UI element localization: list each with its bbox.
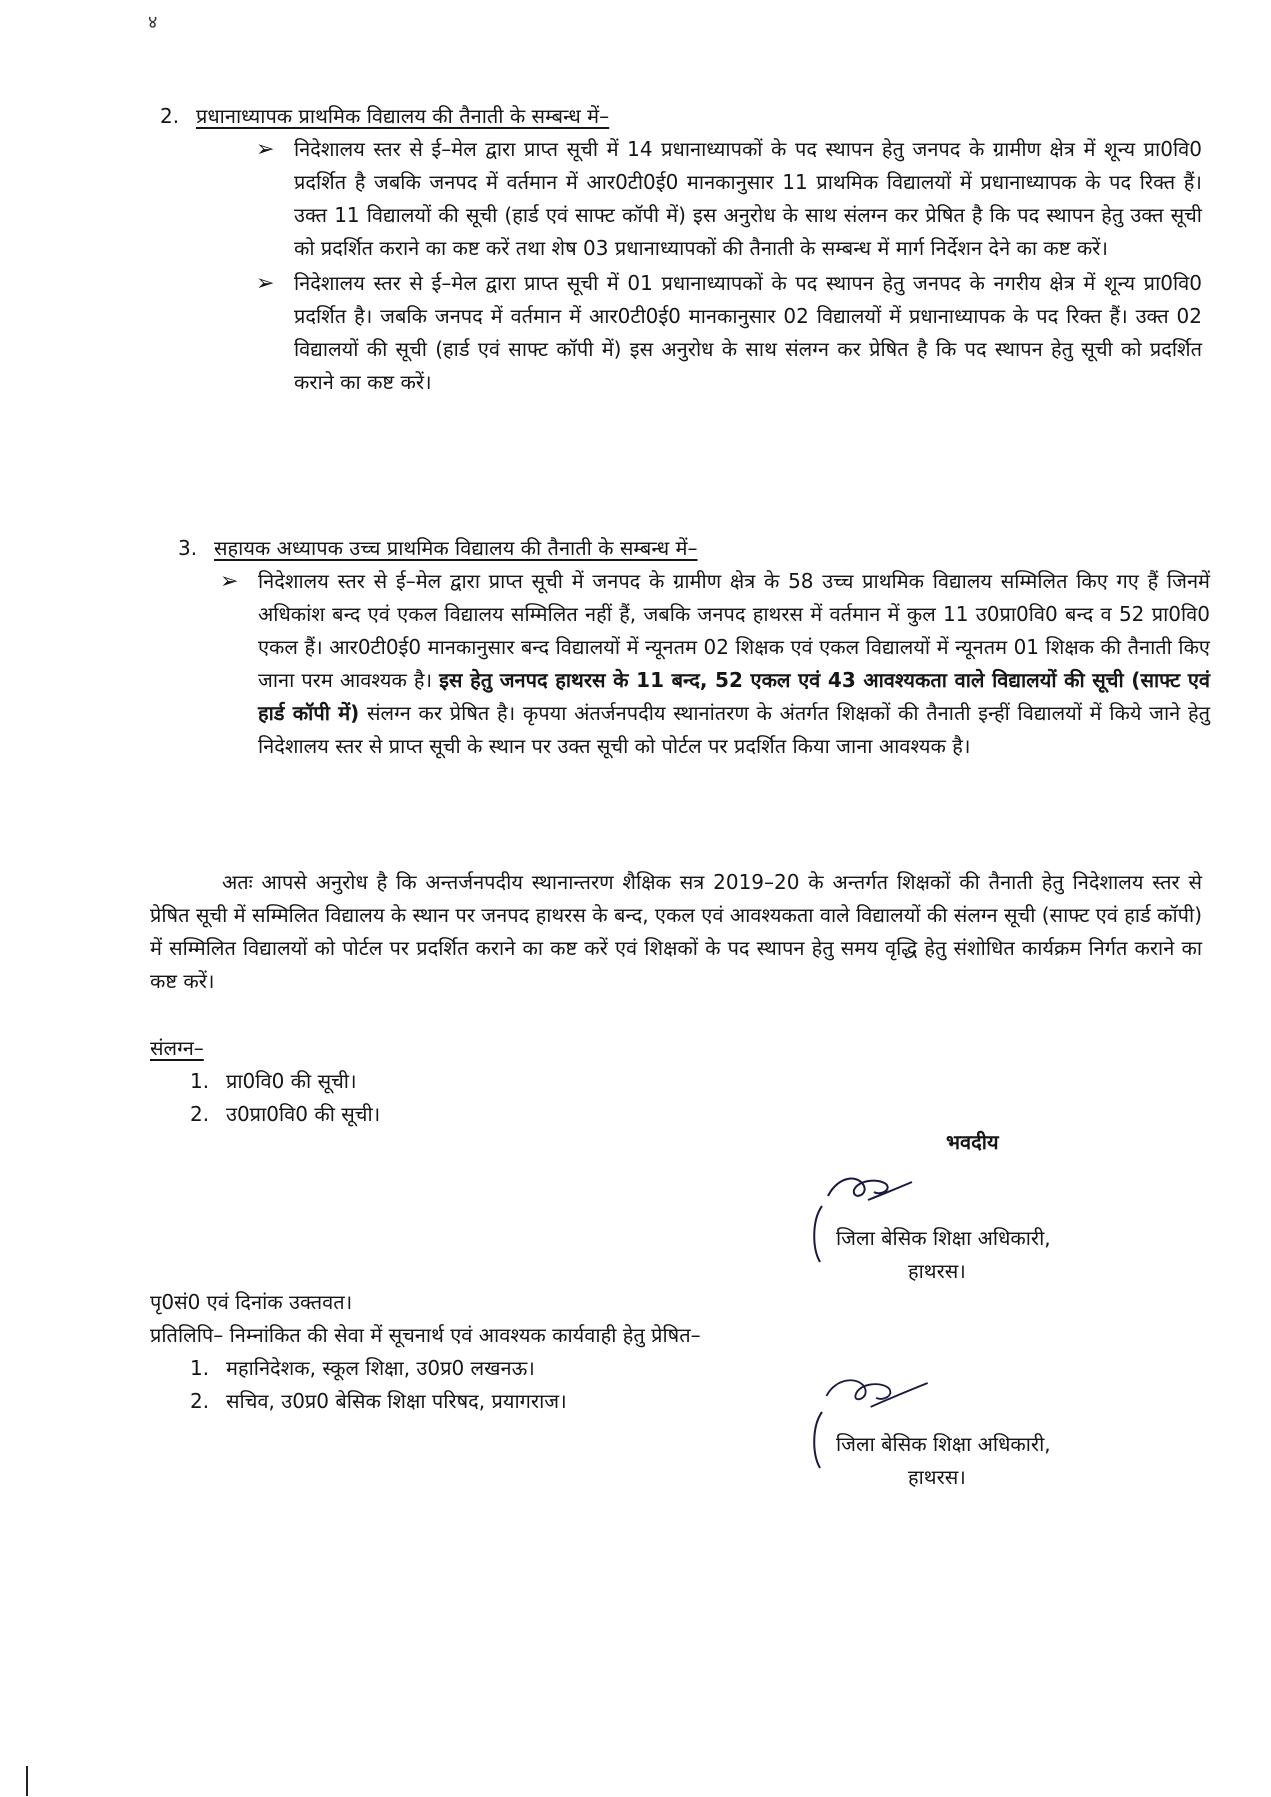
section-3-bullet-text-bold: इस हेतु जनपद हाथरस के 11 बन्द, 52 एकल एवं 43 आवश्यकता वाले विद्यालयों की सूची (साफ्ट एवं हार्ड कॉपी में) xyxy=(258,668,1210,725)
enclosure-item-text: प्रा0वि0 की सूची। xyxy=(226,1069,357,1093)
copy-recipient-number: 1. xyxy=(190,1356,210,1380)
enclosure-item-text: उ0प्रा0वि0 की सूची। xyxy=(226,1102,381,1126)
section-2-bullet-1 xyxy=(256,133,1202,265)
handwritten-signature-icon xyxy=(808,1372,948,1418)
enclosure-item-number: 1. xyxy=(190,1069,210,1093)
signature-bracket-icon xyxy=(808,1204,826,1264)
section-2-heading xyxy=(160,100,1220,133)
section-3-bullet-1 xyxy=(220,565,1211,763)
yours-faithfully: भवदीय xyxy=(946,1130,999,1154)
section-3-number: 3. xyxy=(178,536,198,560)
copy-recipient-text: सचिव, उ0प्र0 बेसिक शिक्षा परिषद, प्रयागराज। xyxy=(226,1389,567,1413)
section-2-bullet-2-text: निदेशालय स्तर से ई–मेल द्वारा प्राप्त सूची में 01 प्रधानाध्यापकों के पद स्थापन हेतु जनपद के नगरीय क्षेत्र में शून्य प्रा0वि0 प्रदर्शित है। जबकि जनपद में वर्तमान में आर0टी0ई0 मानकानुसार 02 विद्यालयों में प्रधानाध्यापक के पद रिक्त हैं। उक्त 02 विद्यालयों की सूची (हार्ड एवं साफ्ट कॉपी में) इस अनुरोध के साथ संलग्न कर प्रेषित है कि पद स्थापन हेतु सूची को प्रदर्शित कराने का कष्ट करें। xyxy=(294,271,1202,394)
page-corner-mark: ४ xyxy=(148,12,158,33)
signature-block xyxy=(808,1166,1188,1288)
copy-recipient-text: महानिदेशक, स्कूल शिक्षा, उ0प्र0 लखनऊ। xyxy=(226,1356,535,1380)
signatory-place: हाथरस। xyxy=(908,1259,966,1283)
section-2-bullet-1-text: निदेशालय स्तर से ई–मेल द्वारा प्राप्त सूची में 14 प्रधानाध्यापकों के पद स्थापन हेतु जनपद के ग्रामीण क्षेत्र में शून्य प्रा0वि0 प्रदर्शित है जबकि जनपद में वर्तमान में आर0टी0ई0 मानकानुसार 11 प्राथमिक विद्यालयों में प्रधानाध्यापक के पद रिक्त हैं। उक्त 11 विद्यालयों की सूची (हार्ड एवं साफ्ट कॉपी में) इस अनुरोध के साथ संलग्न कर प्रेषित है कि पद स्थापन हेतु उक्त सूची को प्रदर्शित कराने का कष्ट करें तथा शेष 03 प्रधानाध्यापकों की तैनाती के सम्बन्ध में मार्ग निर्देशन देने का कष्ट करें। xyxy=(294,137,1202,260)
signature-bracket-icon xyxy=(808,1410,826,1470)
enclosure-item-number: 2. xyxy=(190,1102,210,1126)
copy-recipient-number: 2. xyxy=(190,1389,210,1413)
signatory-designation: जिला बेसिक शिक्षा अधिकारी, xyxy=(836,1226,1051,1250)
signatory-designation: जिला बेसिक शिक्षा अधिकारी, xyxy=(836,1432,1051,1456)
section-2-number: 2. xyxy=(160,104,180,128)
section-2 xyxy=(160,100,1220,399)
signatory-place: हाथरस। xyxy=(908,1465,966,1489)
arrow-bullet-icon: ➢ xyxy=(256,271,275,296)
section-2-bullet-2 xyxy=(256,267,1202,399)
page-edge-mark xyxy=(26,1766,28,1796)
section-2-title: प्रधानाध्यापक प्राथमिक विद्यालय की तैनाती के सम्बन्ध में– xyxy=(196,104,610,128)
closing-paragraph xyxy=(150,866,1202,998)
section-3 xyxy=(178,532,1220,763)
section-3-bullet-text-part2: संलग्न कर प्रेषित है। कृपया अंतर्जनपदीय स्थानांतरण के अंतर्गत शिक्षकों की तैनाती इन्हीं विद्यालयों में किये जाने हेतु निदेशालय स्तर से प्राप्त सूची के स्थान पर उक्त सूची को पोर्टल पर प्रदर्शित किया जाना आवश्यक है। xyxy=(258,701,1211,758)
section-3-bullet-text-part1: निदेशालय स्तर से ई–मेल द्वारा प्राप्त सूची में जनपद के ग्रामीण क्षेत्र के 58 उच्च प्राथमिक विद्यालय सम्मिलित किए गए हैं जिनमें अधिकांश बन्द एवं एकल विद्यालय सम्मिलित नहीं हैं, जबकि जनपद हाथरस में वर्तमान में कुल 11 उ0प्रा0वि0 बन्द व 52 प्रा0वि0 एकल हैं। आर0टी0ई0 मानकानुसार बन्द विद्यालयों में न्यूनतम 02 शिक्षक एवं एकल विद्यालयों में न्यूनतम 01 शिक्षक की तैनाती किए जाना परम आवश्यक है। xyxy=(258,569,1210,692)
signature-block xyxy=(808,1372,1188,1494)
handwritten-signature-icon xyxy=(808,1166,928,1212)
enclosure-item xyxy=(190,1098,750,1131)
enclosures-heading: संलग्न– xyxy=(150,1036,204,1060)
copy-heading: प्रतिलिपि– निम्नांकित की सेवा में सूचनार्थ एवं आवश्यक कार्यवाही हेतु प्रेषित– xyxy=(150,1323,701,1347)
section-3-heading xyxy=(178,532,1220,565)
enclosures xyxy=(150,1032,750,1131)
arrow-bullet-icon: ➢ xyxy=(220,569,239,594)
closing-paragraph-text: अतः आपसे अनुरोध है कि अन्तर्जनपदीय स्थानान्तरण शैक्षिक सत्र 2019–20 के अन्तर्गत शिक्षकों की तैनाती हेतु निदेशालय स्तर से प्रेषित सूची में सम्मिलित विद्यालय के स्थान पर जनपद हाथरस के बन्द, एकल एवं आवश्यकता वाले विद्यालयों की संलग्न सूची (साफ्ट एवं हार्ड कॉपी) में सम्मिलित विद्यालयों को पोर्टल पर प्रदर्शित कराने का कष्ट करें एवं शिक्षकों के पद स्थापन हेतु समय वृद्धि हेतु संशोधित कार्यक्रम निर्गत कराने का कष्ट करें। xyxy=(150,870,1202,993)
arrow-bullet-icon: ➢ xyxy=(256,137,275,162)
section-3-title: सहायक अध्यापक उच्च प्राथमिक विद्यालय की तैनाती के सम्बन्ध में– xyxy=(214,536,698,560)
reference-line: पृ0सं0 एवं दिनांक उक्तवत। xyxy=(150,1290,353,1314)
enclosure-item xyxy=(190,1065,750,1098)
